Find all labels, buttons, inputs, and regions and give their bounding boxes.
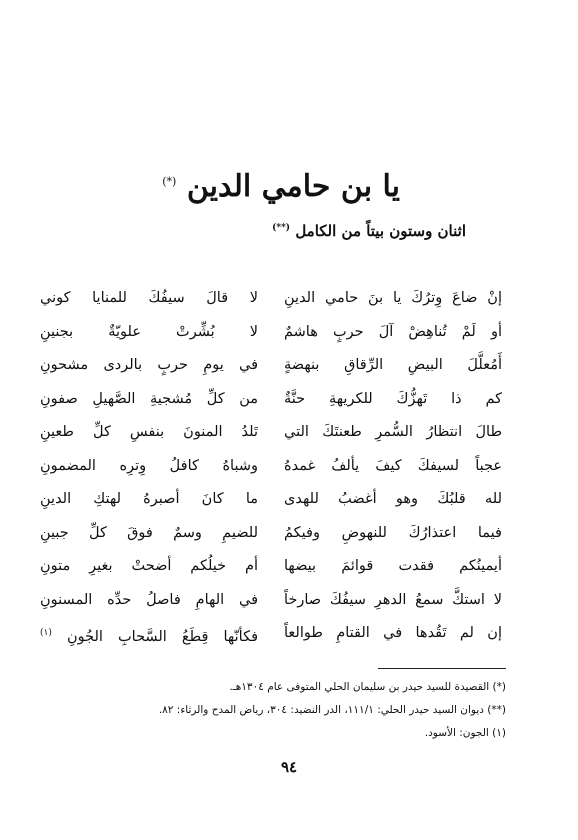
subtitle-footnote-mark: (**) bbox=[272, 223, 291, 233]
verse-footnote-mark: (١) bbox=[40, 628, 52, 638]
verse-line: أم خيلُكم أضحتْ بغيرِ متونِ bbox=[40, 558, 258, 574]
verse-line: إن لم تَقُدها في القتامِ طوالعاً bbox=[284, 625, 502, 641]
poem-title-text: يا بن حامي الدين bbox=[186, 169, 400, 204]
verse-line: تَلدُ المنونَ بنفسِ كلِّ طعينِ bbox=[40, 424, 258, 440]
verse-line: في يومِ حربٍ بالردى مشحونِ bbox=[40, 357, 258, 373]
verses-first-hemistich-column bbox=[284, 282, 502, 651]
verse-line: للضيمِ وسمٌ فوقَ كلِّ جبينِ bbox=[40, 524, 258, 541]
verse-line: طالَ انتظارُ السُّمرِ طعنتَكَ التي bbox=[284, 424, 502, 440]
footnotes bbox=[66, 676, 506, 745]
verse-line: إنْ ضاعَ وِترُكَ يا بنَ حامي الدينِ bbox=[284, 290, 502, 306]
verse-line: أَمُعلَّلَ البيضِ الرِّقاقِ بنهضةٍ bbox=[284, 357, 502, 373]
verse-line: أيمينُكم فقدت قوائمَ بيضها bbox=[284, 558, 502, 574]
poem-subtitle-text: اثنان وستون بيتاً من الكامل bbox=[295, 222, 466, 240]
verse-line: لا قالَ سيفُكَ للمنايا كوني bbox=[40, 290, 258, 306]
verse-line: ما كانَ أصبرهُ لهتكِ الدينِ bbox=[40, 491, 258, 507]
verse-line-with-note bbox=[40, 617, 258, 651]
footnote: (*) القصيدة للسيد حيدر بن سليمان الحلي المتوفى عام ١٣٠٤هـ. bbox=[229, 681, 506, 693]
poem-subtitle bbox=[272, 222, 466, 240]
poem-title bbox=[162, 169, 400, 204]
verse-line: لا استكَّ سمعُ الدهرِ سيفُكَ صارخاً bbox=[284, 591, 502, 608]
verse-line: لا بُشِّرتْ علويّةٌ بجنينِ bbox=[40, 323, 258, 340]
footnote-divider bbox=[378, 668, 506, 669]
verse-line: عجباً لسيفكَ كيفَ يألفُ غمدهُ bbox=[284, 457, 502, 474]
verse-line: وشباهُ كافلُ وِترِه المضمونِ bbox=[40, 457, 258, 474]
verse-line: فيما اعتذارُكَ للنهوضِ وفيكمُ bbox=[284, 524, 502, 541]
title-footnote-mark: (*) bbox=[162, 175, 177, 188]
footnote: (**) ديوان السيد حيدر الحلي: ١١١/١، الدر النضيد: ٣٠٤، رياض المدح والرثاء: ٨٢. bbox=[158, 704, 506, 716]
verse-line: كم ذا تَهزُّكَ للكريهةِ حنَّةٌ bbox=[284, 390, 502, 407]
footnote: (١) الجون: الأسود. bbox=[424, 727, 506, 739]
page-number: ٩٤ bbox=[280, 758, 298, 776]
verse-line: من كلِّ مُشجيةِ الصَّهيلِ صفونِ bbox=[40, 390, 258, 407]
verses-second-hemistich-column bbox=[40, 282, 258, 651]
verse-line-text: فكأنّها قِطَعُ السَّحابِ الجُونِ bbox=[66, 628, 258, 645]
verse-line: أو لَمْ تُناهِضْ آلَ حربٍ هاشمٌ bbox=[284, 323, 502, 340]
verse-line: لله قلبُكَ وهو أغضبُ للهدى bbox=[284, 491, 502, 507]
verse-line: في الهامِ فاصلُ حدِّه المسنونِ bbox=[40, 591, 258, 608]
